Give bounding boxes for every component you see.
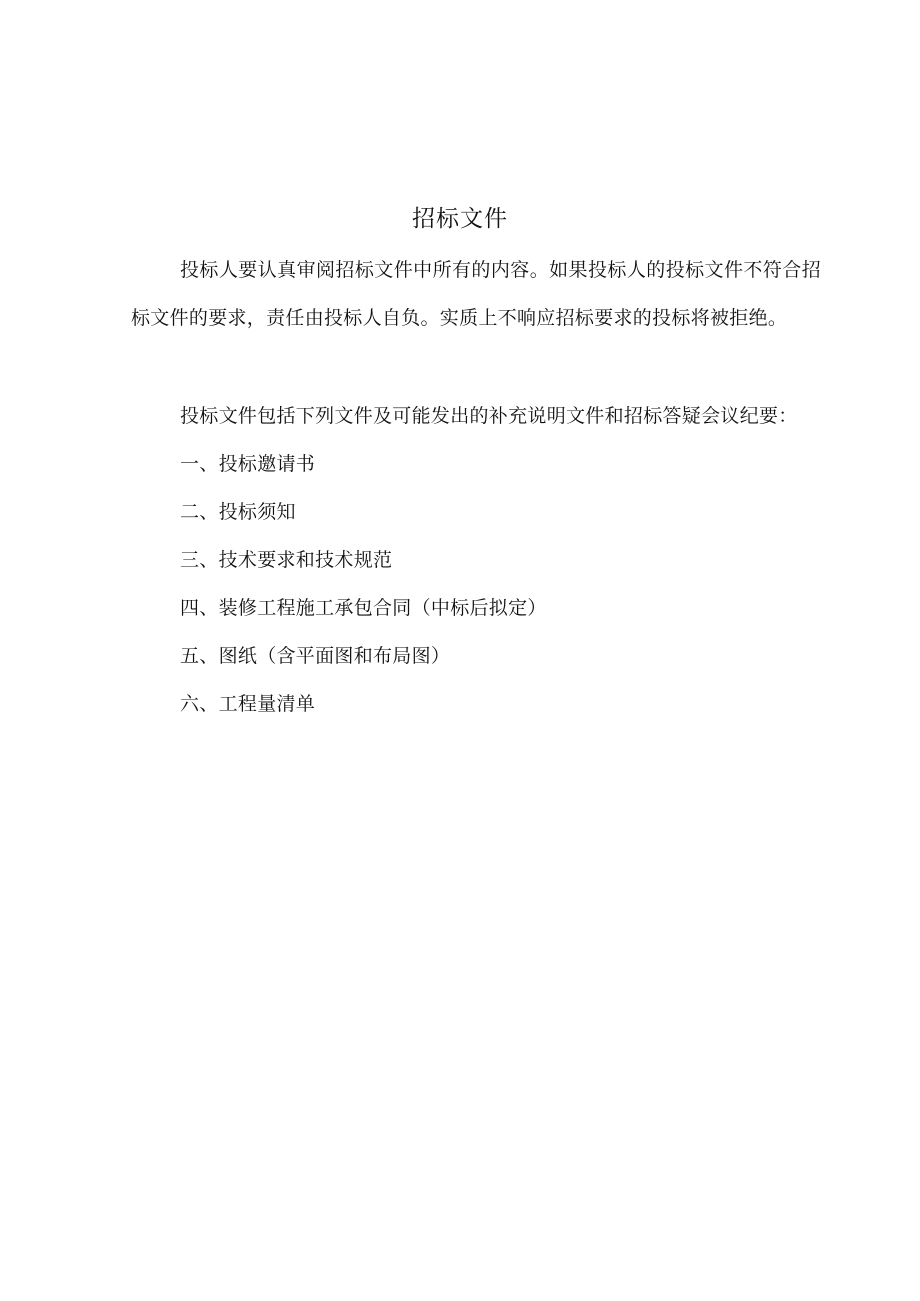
- list-item: 一、投标邀请书: [180, 453, 316, 475]
- list-item: 三、技术要求和技术规范: [180, 549, 393, 571]
- document-title: 招标文件: [412, 206, 508, 232]
- list-item: 六、工程量清单: [180, 693, 316, 715]
- list-item: 二、投标须知: [180, 501, 296, 523]
- paragraph-document-contents: 投标文件包括下列文件及可能发出的补充说明文件和招标答疑会议纪要：: [180, 405, 798, 427]
- list-item: 四、装修工程施工承包合同（中标后拟定）: [180, 597, 547, 619]
- document-contents-list: [180, 440, 547, 728]
- paragraph-review-requirement: 投标人要认真审阅招标文件中所有的内容。如果投标人的投标文件不符合招标文件的要求，责任由投标人自负。实质上不响应招标要求的投标将被拒绝。: [131, 259, 821, 329]
- list-item: 五、图纸（含平面图和布局图）: [180, 645, 451, 667]
